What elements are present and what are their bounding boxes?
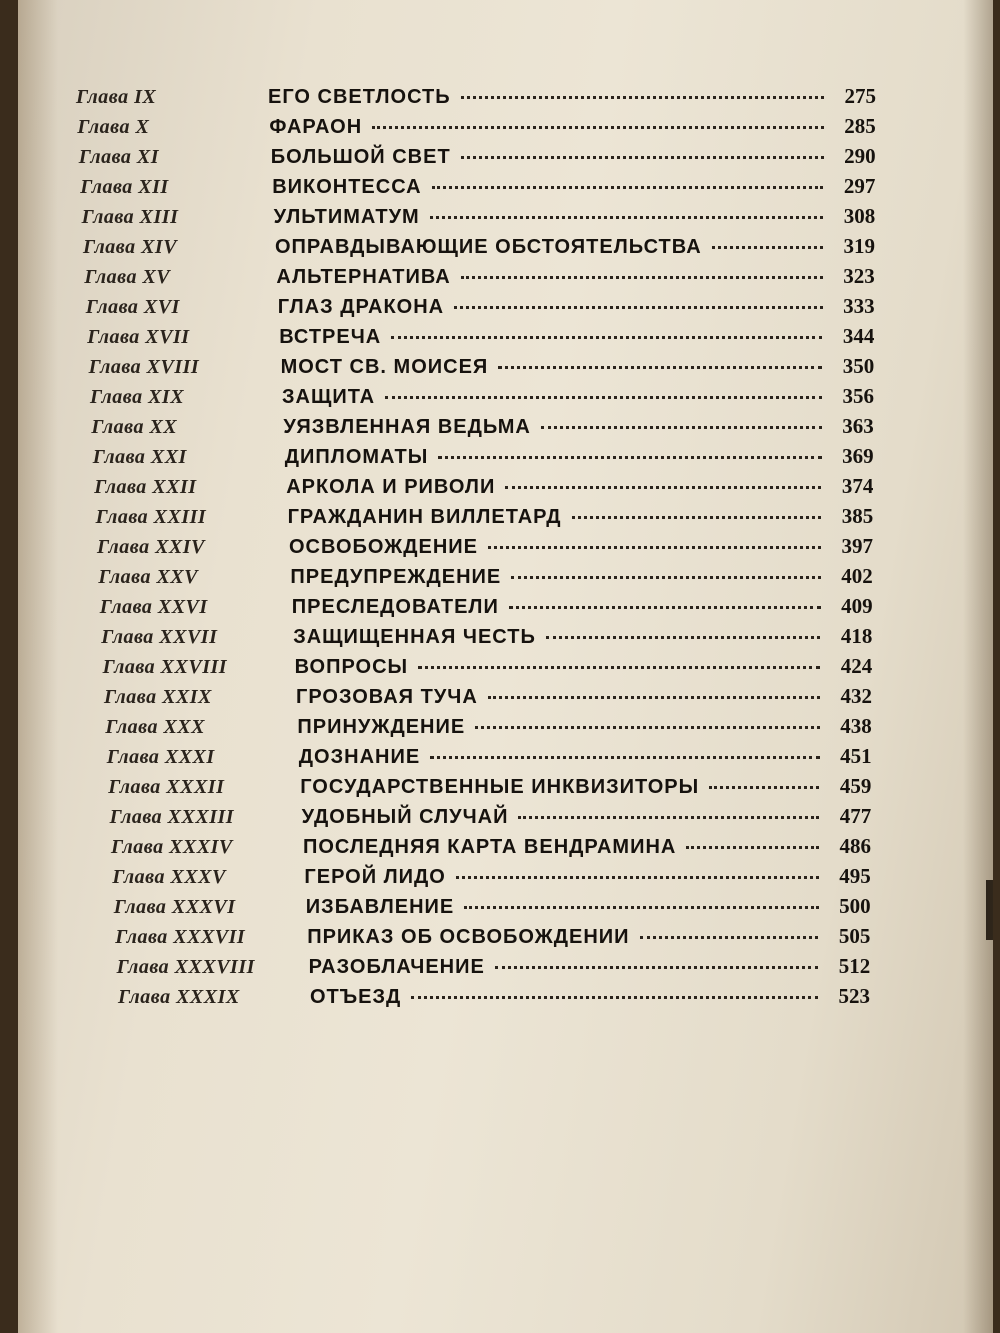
- toc-entry: [115, 924, 870, 954]
- toc-entry: [107, 744, 872, 774]
- toc-entry: [83, 234, 875, 264]
- dot-leader: [640, 936, 819, 939]
- dot-leader: [498, 366, 822, 369]
- page-number: 356: [842, 384, 874, 408]
- chapter-number: Глава XXI: [92, 446, 187, 468]
- chapter-title: ГРАЖДАНИН ВИЛЛЕТАРД: [287, 506, 562, 528]
- dot-leader: [385, 396, 822, 399]
- chapter-number: Глава XI: [78, 146, 159, 168]
- page-number: 297: [843, 174, 876, 198]
- page-number: 505: [838, 924, 871, 948]
- toc-entry: [89, 354, 875, 384]
- page-number: 385: [841, 504, 874, 528]
- page-number: 397: [841, 534, 873, 558]
- chapter-title: ЕГО СВЕТЛОСТЬ: [268, 86, 451, 108]
- dot-leader: [495, 966, 818, 969]
- page-number: 374: [841, 474, 874, 498]
- dot-leader: [546, 636, 821, 639]
- dot-leader: [686, 846, 819, 849]
- chapter-number: Глава XXXVIII: [116, 956, 255, 978]
- chapter-title: ВИКОНТЕССА: [272, 176, 422, 198]
- chapter-title: РАЗОБЛАЧЕНИЕ: [308, 956, 485, 978]
- chapter-title: ПРИКАЗ ОБ ОСВОБОЖДЕНИИ: [307, 926, 630, 948]
- chapter-title: ПРЕСЛЕДОВАТЕЛИ: [291, 596, 499, 618]
- chapter-title: ФАРАОН: [269, 116, 363, 138]
- chapter-title: ГОСУДАРСТВЕННЫЕ ИНКВИЗИТОРЫ: [300, 776, 700, 798]
- page-number: 319: [843, 234, 875, 258]
- page-number: 350: [842, 354, 875, 378]
- page-number: 495: [839, 864, 871, 888]
- chapter-title: УЛЬТИМАТУМ: [273, 206, 420, 228]
- dot-leader: [509, 606, 821, 609]
- chapter-number: Глава XII: [80, 176, 169, 198]
- toc-entry: [94, 474, 873, 504]
- chapter-title: ПОСЛЕДНЯЯ КАРТА ВЕНДРАМИНА: [303, 836, 677, 858]
- toc-entry: [117, 954, 871, 984]
- toc-entry: [93, 444, 874, 474]
- chapter-number: Глава XXXVI: [113, 896, 236, 918]
- chapter-title: ЗАЩИЩЕННАЯ ЧЕСТЬ: [293, 626, 536, 648]
- book-page: [18, 0, 993, 1333]
- chapter-title: ВОПРОСЫ: [294, 656, 409, 678]
- chapter-title: ПРИНУЖДЕНИЕ: [297, 716, 466, 738]
- toc-entry: [114, 894, 871, 924]
- dot-leader: [511, 576, 821, 579]
- page-number: 344: [842, 324, 875, 348]
- chapter-number: Глава XXIX: [104, 686, 212, 708]
- chapter-title: УДОБНЫЙ СЛУЧАЙ: [301, 806, 509, 828]
- page-number: 418: [840, 624, 873, 648]
- toc-entry: [76, 84, 876, 114]
- toc-entry: [90, 384, 874, 414]
- chapter-title: ГЕРОЙ ЛИДО: [304, 866, 446, 888]
- chapter-number: Глава XXIII: [95, 506, 207, 528]
- chapter-title: ЗАЩИТА: [282, 386, 376, 408]
- page-number: 432: [840, 684, 872, 708]
- dot-leader: [712, 246, 823, 249]
- chapter-title: ОПРАВДЫВАЮЩИЕ ОБСТОЯТЕЛЬСТВА: [275, 236, 702, 258]
- page-number: 363: [842, 414, 874, 438]
- dot-leader: [461, 156, 824, 159]
- dot-leader: [488, 696, 820, 699]
- chapter-number: Глава XXXIII: [109, 806, 235, 828]
- dot-leader: [432, 186, 824, 189]
- chapter-title: МОСТ СВ. МОИСЕЯ: [280, 356, 489, 378]
- chapter-number: Глава XVIII: [88, 356, 200, 378]
- dot-leader: [475, 726, 820, 729]
- chapter-number: Глава XIV: [83, 236, 178, 258]
- toc-entry: [82, 204, 876, 234]
- dot-leader: [488, 546, 821, 549]
- chapter-number: Глава XXXIX: [118, 986, 240, 1008]
- toc-entry: [118, 984, 870, 1014]
- page-number: 323: [843, 264, 875, 288]
- chapter-number: Глава XIII: [81, 206, 179, 228]
- chapter-number: Глава XXV: [98, 566, 198, 588]
- chapter-number: Глава XXVII: [101, 626, 218, 648]
- toc-entry: [77, 114, 875, 144]
- dot-leader: [438, 456, 821, 459]
- chapter-number: Глава XV: [84, 266, 171, 288]
- toc-entry: [86, 294, 875, 324]
- dot-leader: [411, 996, 818, 999]
- chapter-number: Глава XXX: [105, 716, 205, 738]
- chapter-title: ДИПЛОМАТЫ: [284, 446, 429, 468]
- toc-entry: [96, 504, 874, 534]
- chapter-title: ИЗБАВЛЕНИЕ: [305, 896, 455, 918]
- chapter-title: ГЛАЗ ДРАКОНА: [277, 296, 445, 318]
- chapter-number: Глава XIX: [90, 386, 185, 408]
- toc-entry: [98, 564, 872, 594]
- dot-leader: [430, 216, 824, 219]
- chapter-title: ВСТРЕЧА: [279, 326, 382, 348]
- dot-leader: [418, 666, 820, 669]
- chapter-number: Глава IX: [76, 86, 157, 108]
- page-number: 275: [844, 84, 876, 108]
- page-number: 523: [838, 984, 870, 1008]
- chapter-title: ОТЪЕЗД: [310, 986, 402, 1008]
- page-number: 285: [844, 114, 876, 138]
- page-number: 477: [839, 804, 872, 828]
- toc-entry: [100, 594, 873, 624]
- toc-entry: [87, 324, 874, 354]
- page-number: 290: [844, 144, 876, 168]
- dot-leader: [456, 876, 819, 879]
- dot-leader: [572, 516, 822, 519]
- dot-leader: [461, 96, 824, 99]
- page-number: 424: [840, 654, 873, 678]
- dot-leader: [518, 816, 819, 819]
- dot-leader: [372, 126, 824, 129]
- chapter-number: Глава XXII: [94, 476, 197, 498]
- toc-entry: [79, 144, 876, 174]
- page-number: 486: [839, 834, 871, 858]
- page-edge: [986, 880, 993, 940]
- toc-entry: [110, 804, 872, 834]
- chapter-number: Глава XXVIII: [102, 656, 228, 678]
- dot-leader: [391, 336, 822, 339]
- chapter-title: АЛЬТЕРНАТИВА: [276, 266, 451, 288]
- chapter-number: Глава XXXII: [108, 776, 225, 798]
- page-number: 402: [841, 564, 873, 588]
- chapter-number: Глава XXXI: [106, 746, 215, 768]
- chapter-title: БОЛЬШОЙ СВЕТ: [270, 146, 451, 168]
- chapter-title: ГРОЗОВАЯ ТУЧА: [296, 686, 478, 708]
- chapter-title: АРКОЛА И РИВОЛИ: [286, 476, 496, 498]
- page-number: 369: [842, 444, 874, 468]
- toc-entry: [84, 264, 874, 294]
- dot-leader: [461, 276, 823, 279]
- page-number: 459: [839, 774, 872, 798]
- dot-leader: [709, 786, 819, 789]
- dot-leader: [430, 756, 819, 759]
- toc-entry: [97, 534, 873, 564]
- chapter-number: Глава X: [77, 116, 150, 138]
- page-number: 409: [841, 594, 873, 618]
- page-number: 333: [843, 294, 875, 318]
- dot-leader: [464, 906, 818, 909]
- page-number: 438: [840, 714, 872, 738]
- chapter-number: Глава XVI: [85, 296, 180, 318]
- chapter-number: Глава XX: [91, 416, 178, 438]
- chapter-number: Глава XXVI: [99, 596, 208, 618]
- page-number: 512: [838, 954, 871, 978]
- chapter-number: Глава XVII: [87, 326, 190, 348]
- chapter-number: Глава XXIV: [97, 536, 205, 558]
- toc-entry: [104, 684, 872, 714]
- toc-entry: [103, 654, 873, 684]
- chapter-title: ДОЗНАНИЕ: [298, 746, 421, 768]
- toc-entry: [112, 864, 870, 894]
- page-number: 308: [843, 204, 876, 228]
- page-number: 451: [840, 744, 872, 768]
- toc-entry: [111, 834, 871, 864]
- chapter-number: Глава XXXIV: [111, 836, 233, 858]
- chapter-title: ОСВОБОЖДЕНИЕ: [289, 536, 478, 558]
- dot-leader: [541, 426, 822, 429]
- dot-leader: [454, 306, 822, 309]
- dot-leader: [505, 486, 821, 489]
- toc-entry: [105, 714, 871, 744]
- chapter-title: УЯЗВЛЕННАЯ ВЕДЬМА: [283, 416, 531, 438]
- toc-entry: [101, 624, 872, 654]
- toc-entry: [80, 174, 875, 204]
- chapter-title: ПРЕДУПРЕЖДЕНИЕ: [290, 566, 502, 588]
- chapter-number: Глава XXXV: [112, 866, 226, 888]
- toc-entry: [108, 774, 871, 804]
- toc-entry: [91, 414, 873, 444]
- page-number: 500: [839, 894, 871, 918]
- chapter-number: Глава XXXVII: [115, 926, 246, 948]
